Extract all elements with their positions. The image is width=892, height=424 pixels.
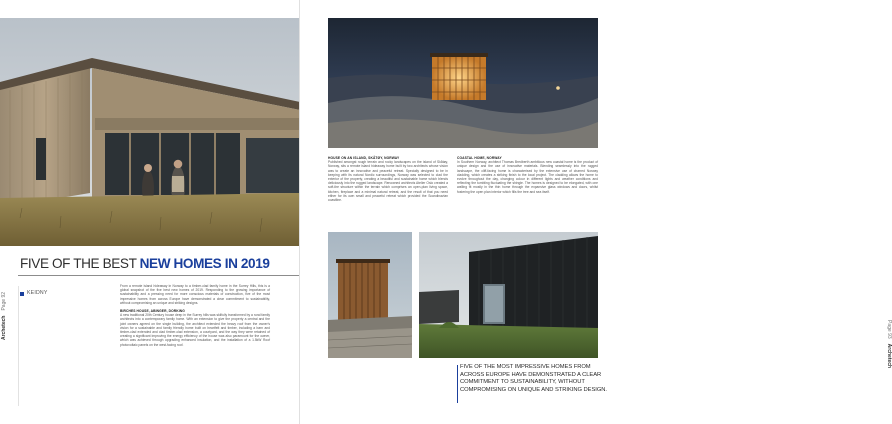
headline-highlight: NEW HOMES IN 2019 xyxy=(139,256,270,271)
coastal-column xyxy=(457,156,598,194)
left-page xyxy=(0,0,300,424)
section-text: A new traditional 20th Century house deep in the Surrey hills was skilfully transformed by a rural family architects into a contemporary family home. With an extension to give the property a central and the joint owners agreed on the single building, the architect extended the heavy roof from the owner's vision for a sustainable and family friendly home built on heartfelt and timber, including a barn and timber-clad extended and clad timber-clad extension, a courtyard, and the way they were retained of creating a significant improving the energy efficiency of the house was also paramount for the owner, which was achieved through upgrading enhanced insulation, and the installation of a 1.5kW Roof photovoltaic panels on the west-facing roof. xyxy=(120,313,270,347)
location-bullet xyxy=(20,292,24,296)
folio-brand: Archetech xyxy=(1,315,7,340)
section-caption: BIRCHES HOUSE, ABINGER, DORKING xyxy=(120,309,185,314)
pull-quote: FIVE OF THE MOST IMPRESSIVE HOMES FROM ACROSS EUROPE HAVE DEMONSTRATED A CLEAR COMMITMENT TO SUSTAINABILITY, WITHOUT COMPROMISING ON UNIQUE AND STRIKING DESIGN. xyxy=(460,364,607,393)
left-folio xyxy=(1,292,7,340)
intro-text: From a remote island hideaway in Norway to a timber-clad family home in the Surrey Hills, this is a global snapshot of the five best new homes of 2019. Responding to the growing importance of sustainability and a pressing need for more conscious materials of construction, five of the most impressive homes from across Europe have demonstrated a clear commitment to sustainability, without compromising an unique and striking designs. xyxy=(120,284,270,305)
headline-divider xyxy=(18,275,300,276)
right-page xyxy=(300,0,892,424)
folio-brand-right: Archetech xyxy=(886,343,892,369)
coastal-caption: COASTAL HOME, NORWAY xyxy=(457,156,502,160)
pull-quote-bar xyxy=(457,365,458,403)
article-headline xyxy=(20,256,300,271)
column-divider xyxy=(18,286,19,406)
coastal-text: In Southern Norway, architect Thomas Bredberth ambitious new coastal home is the product of unique design and the use of innovative materials. Blending seamlessly into the rugged landscape, the cliff-facing home is characterised by the extensive use of charred Norway cladding, which creates a striking finish to the local project. The cladding allows the home to evolve throughout the day, changing colour in different lights and weather conditions and reflecting the tumbling fluctuating the shingle. The homes is designed to be elongated, with one walling fit mostly in the thin home through the expansive glass windows and doors, whilst fostering the open plan interior which fills the tree and sea itself. xyxy=(457,160,598,194)
timber-house-photo xyxy=(0,18,300,246)
black-timber-home-photo xyxy=(419,232,598,358)
folio-page: Page 92 xyxy=(1,291,7,311)
right-folio xyxy=(886,320,892,368)
location-label: KEIDNY xyxy=(27,290,48,296)
folio-page-right: Page 93 xyxy=(886,320,892,339)
intro-column xyxy=(120,284,270,347)
timber-lattice-cabin-photo xyxy=(328,232,412,358)
headline-plain: FIVE OF THE BEST xyxy=(20,256,140,271)
island-caption: HOUSE ON AN ISLAND, SKÅTØY, NORWAY xyxy=(328,156,400,160)
island-column xyxy=(328,156,448,202)
island-cabin-dusk-photo xyxy=(328,18,598,148)
island-text: Published amongst rough terrain and rocky landscapes on the island of Skåtøy, Norway, sits a remote island hideaway home built by two architects whose vision was to create an innovative and peaceful retreat. Specially designed to be in keeping with its natural Nordic surroundings, Norway was selected to clad the exterior of the property, creating a beautiful and sustainable home which blends deliciously into the rugged landscape. Renowned architects Atelier Oslo created a soft-the structure within the terrain which comprises an open-plan living space, kitchen, fireplace and a minimal natural retreat, and the result of that you need either for its own small and peaceful retreat which provided the Scandinavian coastline. xyxy=(328,160,448,203)
